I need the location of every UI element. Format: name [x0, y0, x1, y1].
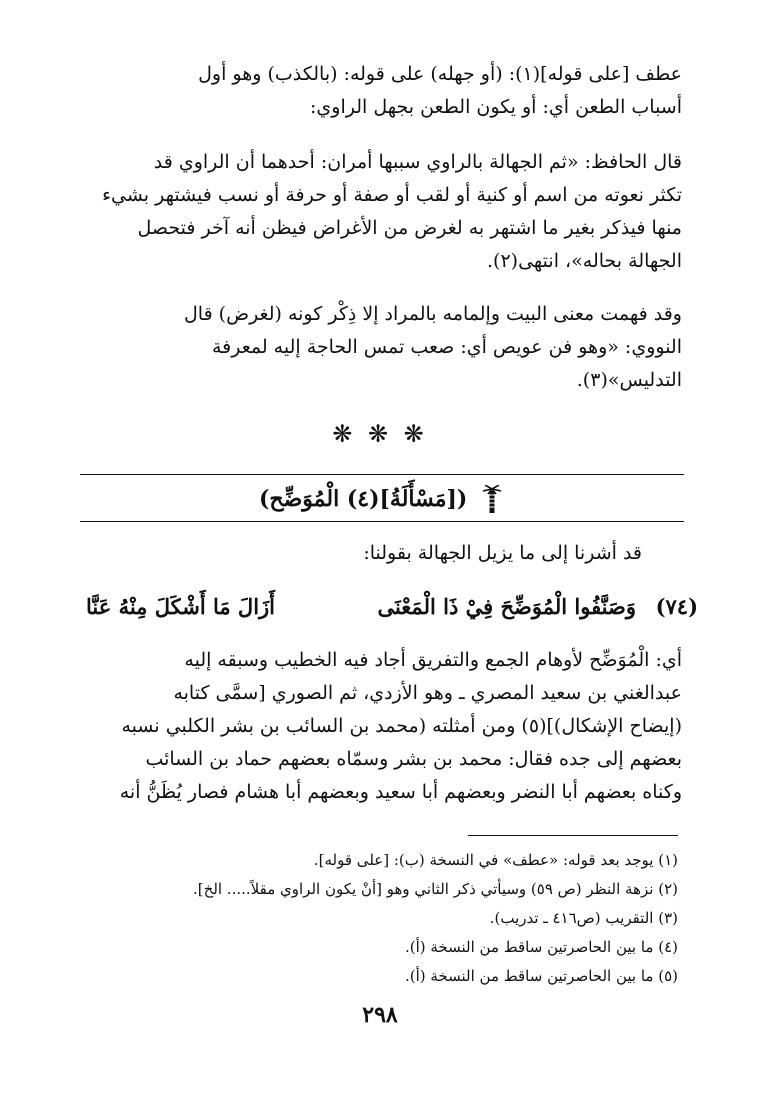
footnote-item: (٤) ما بين الحاصرتين ساقط من النسخة (أ). — [404, 938, 678, 956]
footnote-divider — [468, 835, 678, 836]
text-line: الجهالة بحاله»، انتهى(٢). — [487, 250, 682, 272]
text-line: عطف [على قوله](١): (أو جهله) على قوله: (بالكذب) وهو أول — [198, 63, 682, 85]
heading-top-rule — [80, 474, 684, 475]
footnote-item: (٥) ما بين الحاصرتين ساقط من النسخة (أ). — [404, 967, 678, 985]
text-line: تكثر نعوته من اسم أو كنية أو لقب أو صفة أو حرفة أو نسب فيشتهر بشيء — [102, 184, 682, 206]
paragraph-1 — [78, 58, 682, 124]
heading-bottom-rule — [80, 521, 684, 522]
text-line: وكناه بعضهم أبا النضر وبعضهم أبا سعيد وبعضهم أبا هشام فصار يُظَنُّ أنه — [119, 781, 682, 803]
paragraph-3 — [78, 298, 682, 397]
footnote-item: (١) يوجد بعد قوله: «عطف» في النسخة (ب): [على قوله]. — [313, 851, 678, 869]
text-line: وقد فهمت معنى البيت وإلمامه بالمراد إلا ذِكْر كونه (لغرض) قال — [183, 303, 682, 325]
text-line: النووي: «وهو فن عويص أي: صعب تمس الحاجة إليه لمعرفة — [211, 336, 682, 358]
verse-second-hemistich: أَزَالَ مَا أَشْكَلَ مِنْهُ عَنَّا — [86, 594, 275, 619]
verse-line — [78, 586, 698, 628]
text-line: (إيضاح الإشكال)](٥) ومن أمثلته (محمد بن السائب بن بشر الكلبي نسبه — [121, 715, 682, 737]
text-line: أسباب الطعن أي: أو يكون الطعن بجهل الراوي: — [310, 96, 682, 118]
footnote-item: (٣) التقريب (ص٤١٦ ـ تدريب). — [489, 909, 678, 927]
heading-text: ([مَسْأَلَةُ](٤) الْمُوَضِّح) — [258, 486, 468, 512]
page-number: ٢٩٨ — [362, 1002, 398, 1028]
text-line: منها فيذكر بغير ما اشتهر به لغرض من الأغراض فيظن أنه آخر فتحصل — [137, 217, 682, 239]
text-line: قال الحافظ: «ثم الجهالة بالراوي سببها أمران: أحدهما أن الراوي قد — [153, 151, 682, 173]
text-line: عبدالغني بن سعيد المصري ـ وهو الأزدي، ثم الصوري [سمَّى كتابه — [173, 682, 682, 704]
paragraph-2 — [78, 146, 682, 278]
paragraph-4 — [78, 644, 682, 809]
footnote-item: (٢) نزهة النظر (ص ٥٩) وسيأتي ذكر الثاني وهو [أنْ يكون الراوي مقلاً..... الخ]. — [193, 880, 678, 898]
section-separator: ❋ ❋ ❋ — [332, 420, 428, 448]
intro-line: قد أشرنا إلى ما يزيل الجهالة بقولنا: — [363, 542, 642, 564]
verse-first-hemistich: وَصَنَّفُوا الْمُوَضِّحَ فِيْ ذَا الْمَعْنَى — [377, 594, 636, 619]
palm-ornament-icon — [483, 485, 501, 515]
section-heading — [0, 482, 760, 516]
text-line: التدليس»(٣). — [576, 369, 682, 391]
footnotes — [78, 846, 678, 991]
text-line: بعضهم إلى جده فقال: محمد بن بشر وسمّاه بعضهم حماد بن السائب — [145, 748, 682, 770]
verse-number: (٧٤) — [655, 594, 698, 619]
text-line: أي: الْمُوَضِّح لأوهام الجمع والتفريق أجاد فيه الخطيب وسبقه إليه — [184, 649, 682, 671]
